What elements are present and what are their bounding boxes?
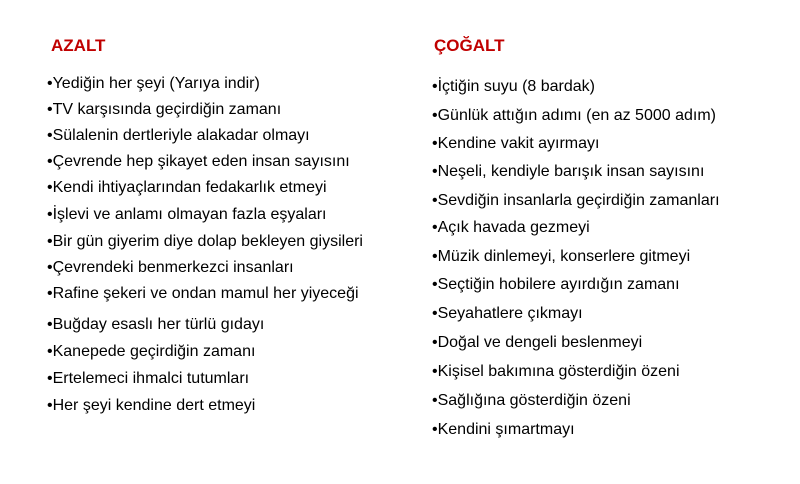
list-item: •Müzik dinlemeyi, konserlere gitmeyi [432,248,691,265]
list-item: •Kendine vakit ayırmayı [432,135,600,152]
list-item: •İşlevi ve anlamı olmayan fazla eşyaları [47,206,327,223]
list-item: •Seyahatlere çıkmayı [432,305,583,322]
list-item: •Kişisel bakımına gösterdiğin özeni [432,363,680,380]
list-item: •Her şeyi kendine dert etmeyi [47,397,256,414]
list-item: •Sağlığına gösterdiğin özeni [432,392,631,409]
list-item: •Kendini şımartmayı [432,421,575,438]
list-item: •İçtiğin suyu (8 bardak) [432,78,596,95]
azalt-heading: AZALT [51,36,106,55]
list-item: •TV karşısında geçirdiğin zamanı [47,101,282,118]
list-item: •Çevrende hep şikayet eden insan sayısını [47,153,350,170]
list-item: •Seçtiğin hobilere ayırdığın zamanı [432,276,680,293]
list-item: •Kanepede geçirdiğin zamanı [47,343,256,360]
list-item: •Doğal ve dengeli beslenmeyi [432,334,643,351]
cogalt-heading: ÇOĞALT [434,36,505,55]
list-item: •Günlük attığın adımı (en az 5000 adım) [432,107,716,124]
list-item: •Açık havada gezmeyi [432,219,590,236]
list-item: •Yediğin her şeyi (Yarıya indir) [47,75,260,92]
list-item: •Rafine şekeri ve ondan mamul her yiyeceği [47,285,359,302]
list-item: •Çevrendeki benmerkezci insanları [47,259,294,276]
list-item: •Bir gün giyerim diye dolap bekleyen giysileri [47,233,363,250]
list-item: •Sevdiğin insanlarla geçirdiğin zamanları [432,192,720,209]
list-item: •Kendi ihtiyaçlarından fedakarlık etmeyi [47,179,327,196]
list-item: •Ertelemeci ihmalci tutumları [47,370,250,387]
list-item: •Buğday esaslı her türlü gıdayı [47,316,265,333]
list-item: •Sülalenin dertleriyle alakadar olmayı [47,127,310,144]
list-item: •Neşeli, kendiyle barışık insan sayısını [432,163,705,180]
